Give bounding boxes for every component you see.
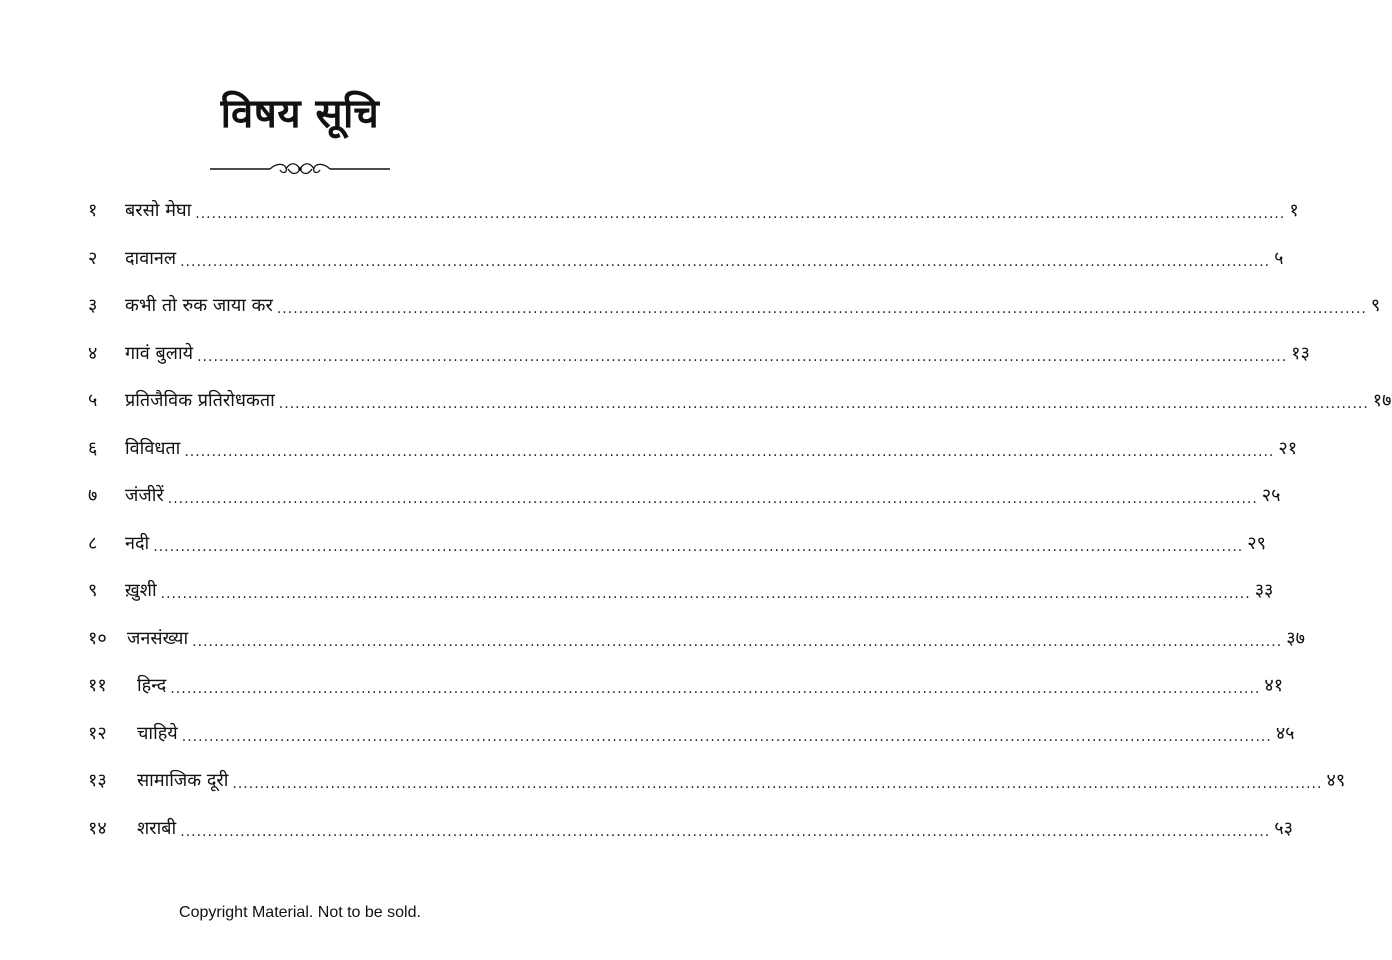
toc-leader-dots: ........................................................................................................................................................................................................	[170, 681, 1261, 697]
toc-entry[interactable]	[88, 481, 1281, 511]
toc-entry-title: सामाजिक दूरी	[137, 770, 229, 791]
toc-entry[interactable]	[88, 434, 1298, 464]
toc-entry-title: जंजीरें	[125, 485, 164, 506]
toc-entry-number: २	[88, 247, 98, 269]
toc-entry-number: ८	[88, 532, 98, 554]
toc-entry-number: ११	[88, 675, 107, 696]
toc-entry-number: १४	[88, 817, 107, 839]
toc-entry-page: ४९	[1326, 770, 1346, 791]
toc-entry[interactable]	[88, 671, 1284, 701]
toc-entry[interactable]	[88, 624, 1305, 654]
toc-entry-page: ४१	[1264, 675, 1284, 696]
toc-entry[interactable]	[88, 766, 1346, 796]
toc-entry-page: ५	[1274, 247, 1284, 269]
toc-entry-number: ७	[88, 485, 98, 506]
toc-entry-number: १	[88, 200, 98, 221]
toc-leader-dots: ........................................................................................................................................................................................................	[181, 728, 1272, 745]
toc-leader-dots: ........................................................................................................................................................................................................	[195, 206, 1286, 222]
toc-entry-title: ख़ुशी	[125, 580, 157, 601]
toc-entry-page: ४५	[1275, 722, 1295, 744]
toc-entry-page: ३३	[1254, 580, 1274, 601]
toc-entry-page: १७	[1372, 390, 1392, 411]
toc-leader-dots: ........................................................................................................................................................................................................	[160, 586, 1251, 602]
toc-entry-page: ५३	[1274, 817, 1293, 839]
toc-entry-number: ३	[88, 295, 98, 316]
toc-entry[interactable]	[88, 244, 1284, 274]
toc-entry-page: ३७	[1286, 627, 1305, 649]
toc-entry-title: जनसंख्या	[127, 627, 189, 649]
toc-entry-page: १३	[1291, 342, 1310, 364]
toc-entry-page: २१	[1278, 437, 1298, 459]
toc-entry-page: २९	[1247, 532, 1266, 554]
toc-entry-number: १२	[88, 722, 107, 744]
toc-leader-dots: ........................................................................................................................................................................................................	[232, 776, 1323, 792]
toc-entry[interactable]	[88, 719, 1295, 749]
toc-leader-dots: ........................................................................................................................................................................................................	[276, 301, 1367, 317]
toc-entry[interactable]	[88, 196, 1299, 226]
toc-leader-dots: ........................................................................................................................................................................................................	[167, 491, 1258, 507]
toc-entry-title: विविधता	[125, 437, 181, 459]
toc-entry-number: १०	[88, 627, 107, 649]
copyright-notice: Copyright Material. Not to be sold.	[179, 904, 421, 921]
toc-leader-dots: ........................................................................................................................................................................................................	[197, 348, 1288, 365]
toc-entry[interactable]	[88, 386, 1392, 416]
toc-leader-dots: ........................................................................................................................................................................................................	[180, 823, 1271, 840]
toc-leader-dots: ........................................................................................................................................................................................................	[184, 443, 1275, 460]
toc-entry-number: ४	[88, 342, 98, 364]
toc-leader-dots: ........................................................................................................................................................................................................	[180, 253, 1271, 270]
toc-entry-title: कभी तो रुक जाया कर	[125, 295, 273, 316]
toc-entry-number: ६	[88, 437, 98, 459]
toc-entry-title: प्रतिजैविक प्रतिरोधकता	[125, 390, 275, 411]
toc-entry[interactable]	[88, 291, 1381, 321]
toc-entry-page: ९	[1370, 295, 1381, 316]
toc-entry-title: बरसो मेघा	[125, 200, 192, 221]
toc-leader-dots: ........................................................................................................................................................................................................	[192, 633, 1283, 650]
toc-entry[interactable]	[88, 576, 1274, 606]
toc-entry-title: हिन्द	[137, 675, 167, 696]
toc-leader-dots: ........................................................................................................................................................................................................	[153, 538, 1244, 555]
toc-entry[interactable]	[88, 339, 1310, 369]
toc-entry-title: चाहिये	[137, 722, 178, 744]
toc-entry-title: दावानल	[125, 247, 177, 269]
toc-entry-title: नदी	[125, 532, 150, 554]
toc-leader-dots: ........................................................................................................................................................................................................	[278, 396, 1369, 412]
toc-entry[interactable]	[88, 529, 1266, 559]
toc-entry-number: ९	[88, 580, 98, 601]
toc-entry[interactable]	[88, 814, 1293, 844]
toc-entry-page: १	[1289, 200, 1299, 221]
toc-entry-title: शराबी	[137, 817, 177, 839]
toc-entry-number: ५	[88, 390, 98, 411]
toc-entry-title: गावं बुलाये	[125, 342, 194, 364]
page-title: विषय सूचि	[220, 90, 380, 137]
toc-entry-number: १३	[88, 770, 107, 791]
toc-entry-page: २५	[1261, 485, 1281, 506]
